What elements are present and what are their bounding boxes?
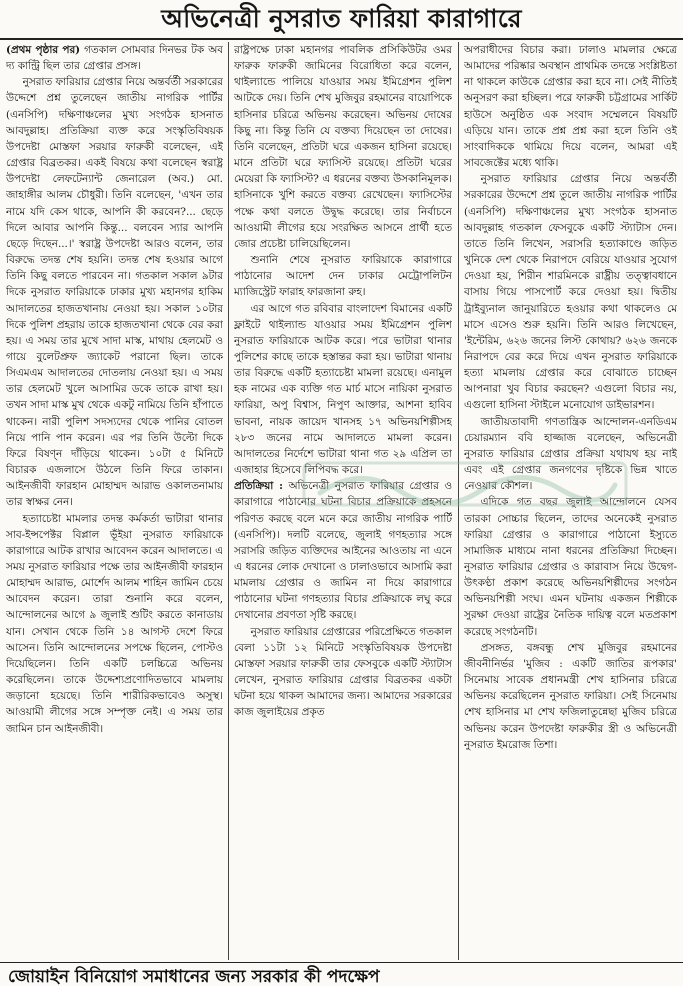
article-paragraph: শুনানি শেষে নুসরাত ফারিয়াকে কারাগারে পাঠানোর আদেশ দেন ঢাকার মেট্রোপলিটন ম্যাজিস্ট্রেট ফারাহ ফারজানা রুহ। bbox=[234, 254, 452, 299]
column-divider bbox=[228, 42, 229, 960]
article-column-1 bbox=[6, 42, 223, 960]
article-paragraph: এদিকে গত বছর জুলাই আন্দোলনে যেসব তারকা সোচ্চার ছিলেন, তাদের অনেকেই নুসরাত ফারিয়া গ্রেপ্তার ও কারাগারে পাঠানো ইস্যুতে সামাজিক মাধ্যমে নানা ধরনের প্রতিক্রিয়া দিচ্ছেন। নুসরাত ফারিয়ার গ্রেপ্তার ও কারাবাস নিয়ে উদ্বেগ-উৎকণ্ঠা প্রকাশ করেছে অভিনয়শিল্পীদের সংগঠন অভিনয়শিল্পী সংঘ। এমন ঘটনায় একজন শিল্পীকে সুরক্ষা দেওয়া রাষ্ট্রের নৈতিক দায়িত্ব বলে মতপ্রকাশ করেছে সংগঠনটি। bbox=[464, 496, 677, 638]
paragraph-text: গতকাল সোমবার দিনভর টক অব দ্য কান্ট্রি ছিল তার গ্রেপ্তার প্রসঙ্গ। bbox=[6, 44, 223, 73]
article-paragraph: এর আগে গত রবিবার বাংলাদেশ বিমানের একটি ফ্লাইটে থাইল্যান্ড যাওয়ার সময় ইমিগ্রেশন পুলিশ নুসরাত ফারিয়াকে আটক করে। পরে ভাটারা থানার পুলিশের কাছে তাকে হস্তান্তর করা হয়। ভাটারা থানায় তার বিরুদ্ধে একটি হত্যাচেষ্টা মামলা রয়েছে। এনামুল হক নামের এক ব্যক্তি গত মার্চ মাসে নায়িকা নুসরাত ফারিয়া, অপু বিশ্বাস, নিপুণ আক্তার, আশনা হাবিব ভাবনা, নায়ক জায়েদ খানসহ ১৭ অভিনয়শিল্পীসহ ২৮৩ জনের নামে আদালতে মামলা করেন। আদালতের নির্দেশে ভাটারা থানা গত ২৯ এপ্রিল তা এজাহার হিসেবে লিপিবদ্ধ করে। bbox=[234, 302, 452, 477]
article-paragraph: অপরাধীদের বিচার করা। ঢালাও মামলার ক্ষেত্রে আমাদের পরিষ্কার অবস্থান প্রাথমিক তদন্তে সংশ্লিষ্টতা না থাকলে কাউকে গ্রেপ্তার করা হবে না। সেই নীতিই অনুসরণ করা হচ্ছিল। পরে ফারুকী চট্টগ্রামের সার্কিট হাউসে অনুষ্ঠিত এক সংবাদ সম্মেলনে বিষয়টি এড়িয়ে যান। তাকে প্রশ্ন প্রশ্ন করা হলে তিনি ওই সাংবাদিককে থামিয়ে দিয়ে বলেন, আমরা এই সাবজেক্টের মধ্যে থাকি। bbox=[464, 44, 677, 170]
article-paragraph bbox=[6, 42, 223, 74]
column-divider bbox=[458, 42, 459, 960]
article-columns bbox=[6, 42, 677, 960]
article-paragraph: হত্যাচেষ্টা মামলার তদন্ত কর্মকর্তা ভাটারা থানার সাব-ইন্সপেক্টর বিপ্লাল ভূঁইয়া নুসরাত ফারিয়াকে কারাগারে আটক রাখার আবেদন করেন আদালতে। এ সময় নুসরাত ফারিয়ার পক্ষে তার আইনজীবী ফারহান মোহাম্মদ আরাভ, মোর্শেদ আলম শাহিন জামিন চেয়ে আবেদন করেন। তারা শুনানি করে বলেন, আন্দোলনের আগে ৯ জুলাই শুটিং করতে কানাডায় যান। সেখান থেকে তিনি ১৪ আগস্ট দেশে ফিরে আসেন। তিনি আন্দোলনের সপক্ষে ছিলেন, পোস্টও দিয়েছিলেন। তিনি একটি চলচ্চিত্রে অভিনয় করেছিলেন। তাকে উদ্দেশ্যপ্রণোদিতভাবে মামলায় জড়ানো হয়েছে। তিনি শারীরিকভাবেও অসুস্থ। আওয়ামী লীগের সঙ্গে সম্পৃক্ত নেই। এ সময় তার জামিন চান আইনজীবী। bbox=[6, 512, 223, 735]
paragraph-text: অভিনেত্রী নুসরাত ফারিয়ার গ্রেপ্তার ও কারাগারে পাঠানোর ঘটনা বিচার প্রক্রিয়াকে প্রহসনে পরিণত করছে বলে মনে করে জাতীয় নাগরিক পার্টি (এনসিপি)। দলটি বলেছে, জুলাই গণহত্যার সঙ্গে সরাসরি জড়িত ব্যক্তিদের আইনের আওতায় না এনে এ ধরনের লোক দেখানো ও ঢালাওভাবে আসামি করা মামলায় গ্রেপ্তার ও জামিন না দিয়ে কারাগারে পাঠানোর ঘটনা গণহত্যার বিচার প্রক্রিয়াকে লঘু করে দেখানোর প্রবণতা সৃষ্টি করছে। bbox=[234, 480, 452, 622]
article-column-2 bbox=[234, 42, 452, 960]
article-column-3 bbox=[464, 42, 677, 960]
headline: অভিনেত্রী নুসরাত ফারিয়া কারাগারে bbox=[0, 0, 683, 40]
article-paragraph: নুসরাত ফারিয়ার গ্রেপ্তারের পরিপ্রেক্ষিতে গতকাল বেলা ১১টা ১২ মিনিটে সংস্কৃতিবিষয়ক উপদেষ্টা মোস্তফা সরয়ার ফারুকী তার ফেসবুকে একটি স্ট্যাটাস লেখেন, নুসরাত ফারিয়ার গ্রেপ্তার বিব্রতকর একটা ঘটনা হয়ে থাকল আমাদের জন্য। আমাদের সরকারের কাজ জুলাইয়ের প্রকৃত bbox=[234, 625, 452, 719]
article-paragraph: জাতীয়তাবাদী গণতান্ত্রিক আন্দোলন-এনডিএম চেয়ারম্যান ববি হাজ্জাজ বলেছেন, অভিনেত্রী নুসরাত ফারিয়ার গ্রেপ্তার প্রক্রিয়া যথাযথ হয় নাই এবং এই গ্রেপ্তার জনগণের দৃষ্টিকে ভিন্ন খাতে নেওয়ার কৌশল। bbox=[464, 415, 677, 493]
article-paragraph: নুসরাত ফারিয়ার গ্রেপ্তার নিয়ে অন্তর্বর্তী সরকারের উদ্দেশে প্রশ্ন তুলেছেন জাতীয় নাগরিক পার্টির (এনসিপি) দক্ষিণাঞ্চলের মুখ্য সংগঠক হাসনাত আবদুল্লাহ। প্রতিক্রিয়া ব্যক্ত করে সংস্কৃতিবিষয়ক উপদেষ্টা মোস্তফা সরয়ার ফারুকী বলেছেন, এই গ্রেপ্তার বিব্রতকর। একই বিষয়ে কথা বলেছেন স্বরাষ্ট্র উপদেষ্টা লেফটেন্যান্ট জেনারেল (অব.) মো. জাহাঙ্গীর আলম চৌধুরী। তিনি বলেছেন, 'এখন তার নামে যদি কেস থাকে, আপনি কী করবেন?... ছেড়ে দিলে আবার আপনি কিন্তু... বলবেন স্যার আপনি ছেড়ে দিছেন...।' স্বরাষ্ট্র উপদেষ্টা আরও বলেন, তার বিরুদ্ধে তদন্ত শেষ হয়নি। তদন্ত শেষ হওয়ার আগে তিনি কিছু বলতে পারবেন না। গতকাল সকাল ৯টার দিকে নুসরাত ফারিয়াকে ঢাকার মুখ্য মহানগর হাকিম আদালতের হাজতখানায় নেওয়া হয়। সকাল ১০টার দিকে পুলিশ প্রহরায় তাকে হাজতখানা থেকে বের করা হয়। এ সময় তার মুখে সাদা মাস্ক, মাথায় হেলমেট ও গায়ে বুলেটপ্রুফ জ্যাকেট পরানো ছিল। তাকে সিএমএম আদালতের দোতলায় নেওয়া হয়। এ সময় তার হেলমেট খুলে আসামির ডকে তাকে রাখা হয়। তখন সাদা মাস্ক মুখ থেকে একটু নামিয়ে তিনি হাঁপাতে থাকেন। নারী পুলিশ সদস্যদের থেকে পানির বোতল নিয়ে পানি পান করেন। এর পর তিনি উল্টো দিকে ফিরে বিষণ্ন দাঁড়িয়ে থাকেন। ১০টা ৫ মিনিটে বিচারক এজলাসে উঠলে তিনি ফিরে তাকান। আইনজীবী ফারহান মোহাম্মদ আরাভ ওকালতনামায় তার স্বাক্ষর নেন। bbox=[6, 76, 223, 509]
article-paragraph: রাষ্ট্রপক্ষে ঢাকা মহানগর পাবলিক প্রসিকিউটর ওমর ফারুক ফারুকী জামিনের বিরোধিতা করে বলেন, থাইল্যান্ডে পালিয়ে যাওয়ার সময় ইমিগ্রেশন পুলিশ আটকে দেয়। তিনি শেখ মুজিবুর রহমানের বায়োপিকে হাসিনার চরিত্রে অভিনয় করেছেন। অভিনয় দোষের কিছু না। কিন্তু তিনি যে বক্তব্য দিয়েছেন তা দোষের। তিনি বলেছেন, প্রতিটা ঘরে একজন হাসিনা রয়েছে। মানে প্রতিটা ঘরে ফ্যাসিস্ট রয়েছে। প্রতিটা ঘরের মেয়েরা কি ফ্যাসিস্ট? এ ধরনের বক্তব্য উসকানিমূলক। হাসিনাকে খুশি করতে বক্তব্য রেখেছেন। ফ্যাসিস্টের পক্ষে কথা বলতে উদ্বুদ্ধ করেছে। তার নির্বাচনে আওয়ামী লীগের হয়ে সংরক্ষিত আসনে প্রার্থী হতে জোর প্রচেষ্টা চালিয়েছিলেন। bbox=[234, 44, 452, 250]
continuation-label: (প্রথম পৃষ্ঠার পর) bbox=[6, 44, 81, 56]
next-headline-strip: জোয়াইন বিনিয়োগ সমাধানের জন্য সরকার কী পদক্ষেপ bbox=[0, 962, 683, 986]
article-paragraph: নুসরাত ফারিয়ার গ্রেপ্তার নিয়ে অন্তর্বর্তী সরকারের উদ্দেশে প্রশ্ন তুলে জাতীয় নাগরিক পার্টির (এনসিপি) দক্ষিণাঞ্চলের মুখ্য সংগঠক হাসনাত আবদুল্লাহ গতকাল ফেসবুকে একটি স্ট্যাটাস দেন। তাতে তিনি লিখেন, সরাসরি হত্যাকাণ্ডে জড়িত খুনিকে দেশ থেকে নিরাপদে বেরিয়ে যাওয়ার সুযোগ দেওয়া হয়, শিরীন শারমিনকে রাষ্ট্রীয় তত্ত্বাবধানে বাসায় গিয়ে পাসপোর্ট করে দেওয়া হয়। দ্বিতীয় ট্রাইব্যুনাল জানুয়ারিতে হওয়ার কথা থাকলেও মে মাসে এসেও শুরু হয়নি। তিনি আরও লিখেছেন, 'ইন্টেরিম, ৬২৬ জনের লিস্ট কোথায়? ৬২৬ জনকে নিরাপদে বের করে দিয়ে এখন নুসরাত ফারিয়াকে হত্যা মামলায় গ্রেপ্তার করে বোঝাতে চাচ্ছেন আপনারা খুব বিচার করছেন? এগুলো বিচার নয়, এগুলো হাসিনা স্টাইলে মনোযোগ ডাইভারশন। bbox=[464, 173, 677, 412]
article-paragraph: প্রসঙ্গত, বঙ্গবন্ধু শেখ মুজিবুর রহমানের জীবনীনির্ভর 'মুজিব : একটি জাতির রূপকার' সিনেমায় সাবেক প্রধানমন্ত্রী শেখ হাসিনার চরিত্রে অভিনয় করেছিলেন নুসরাত ফারিয়া। সেই সিনেমায় শেখ হাসিনার মা শেখ ফজিলাতুন্নেছা মুজিব চরিত্রে অভিনয় করেন উপদেষ্টা ফারুকীর স্ত্রী ও অভিনেত্রী নুসরাত ইমরোজ তিশা। bbox=[464, 641, 677, 751]
subhead: প্রতিক্রিয়া : bbox=[234, 480, 283, 493]
article-paragraph bbox=[234, 478, 452, 623]
